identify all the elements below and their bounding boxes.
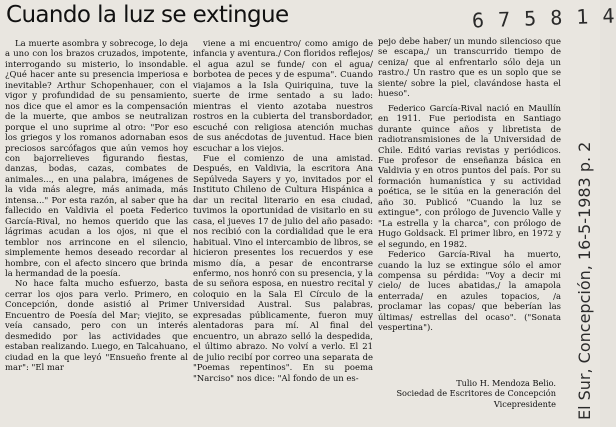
paragraph: Fue el comienzo de una amistad. Después, en Valdivia, la escritora Ana Sepúlveda Sayers y yo, invitados por el Instituto Chileno de Cultura Hispánica a dar un recital literario en esa ciudad, tuvimos la oportunidad de visitarlo en su casa, el jueves 17 de julio del año pasado: nos recibió con la cordialidad que le era habitual. Vino el intercambio de libros, se hicieron presentes los recuerdos y ese mismo día, a pesar de encontrarse enfermo, nos honró con su presencia, y la de su señora esposa, en nuestro recital y coloquio en la Sala El Círculo de la Universidad Austral. Sus palabras, expresadas públicamente, fueron muy alentadoras para mí. Al final del encuentro, un abrazo selló la despedida, el último abrazo. No volví a verlo. El 21 de julio recibí por correo una separata de "Poemas repentinos". En su poema "Narciso" nos dice: "Al fondo de un es-	[193, 152, 373, 383]
paragraph: Federico García-Rival nació en Maullín en 1911. Fue periodista en Santiago durante quince años y libretista de radiotransmisiones de la Universidad de Chile. Editó varias revistas y periódicos. Fue profesor de enseñanza básica en Valdivia y en otros puntos del país. Por su formación humanística y su actividad poética, se le sitúa en la generación del año 30. Publicó "Cuando la luz se extingue", con prólogo de Juvencio Valle y "La estrella y la charca", con prólogo de Hugo Goldsack. El primer libro, en 1972 y el segundo, en 1982.	[378, 102, 561, 249]
paragraph: La muerte asombra y sobrecoge, lo deja a uno con los brazos cruzados, impotente, interrogando su misterio, lo insondable. ¿Qué hacer ante su presencia imperiosa e inevitable? Arthur Schopenhauer, con el vigor y profundidad de su pensamiento, nos dice que el amor es la compensación de la muerte, que ambos se neutralizan porque el uno suprime al otro: "Por eso los griegos y los romanos adornaban esos preciosos sarcófagos que aún vemos hoy con bajorrelieves figurando fiestas, danzas, bodas, cazas, combates de animales..., en una palabra, imágenes de la vida más alegre, más animada, más intensa..." Por esta razón, al saber que ha fallecido en Valdivia el poeta Federico García-Rival, no hemos querido que las lágrimas acudan a los ojos, ni que el temblor nos arrincone en el silencio, simplemente hemos deseado recordar al hombre, con el afecto sincero que brinda la hermandad de la poesía.	[5, 38, 188, 278]
author-name: Tulio H. Mendoza Belio.	[456, 378, 556, 388]
paragraph: No hace falta mucho esfuerzo, basta cerrar los ojos para verlo. Primero, en Concepción, donde asistió al Primer Encuentro de Poesía del Mar; viejito, se veía cansado, pero con un interés desmedido por las actividades que estaban realizando. Luego, en Talcahuano, ciudad en la que leyó "Ensueño frente al mar": "El mar	[5, 278, 188, 373]
paragraph: Federico García-Rival ha muerto, cuando la luz se extingue sólo el amor compensa su pérdida: "Voy a decir mi cielo/ de luces abatidas,/ la amapola enterrada/ en azules topacios, /a proclamar las copas/ que beberían las últimas/ estrellas del ocaso". ("Sonata vespertina").	[378, 249, 561, 333]
article-column-1	[5, 38, 188, 426]
author-signature	[378, 378, 556, 409]
article-headline: Cuando la luz se extingue	[6, 2, 289, 28]
article-column-3	[378, 36, 561, 424]
author-role: Vicepresidente	[493, 398, 556, 409]
author-organization: Sociedad de Escritores de Concepción	[396, 388, 556, 399]
handwritten-source-text: El Sur, Concepción, 16-5-1983 p. 2	[575, 141, 594, 420]
poem-continuation	[378, 36, 561, 99]
article-column-2	[193, 38, 373, 426]
paragraph: viene a mi encuentro/ como amigo de infancia y aventura./ Con floridos reflejos/ el agua azul se funde/ con el agua/ borbotea de peces y de espuma". Cuando viajamos a la Isla Quiriquina, tuve la suerte de irme sentado a su lado: mientras el viento azotaba nuestros rostros en la cubierta del transbordador, escuché con religiosa atención muchas de sus anécdotas de juventud. Hace bien escuchar a los viejos.	[193, 38, 373, 153]
paragraph: pejo debe haber/ un mundo silencioso que se escapa,/ un transcurrido tiempo de ceniza/ que al enfrentarlo sólo deja un rastro./ Un rastro que es un soplo que se siente/ sobre la piel, clavándose hasta el hueso".	[378, 36, 561, 99]
handwritten-archive-code: 6 7 5 8 1 4	[471, 3, 616, 33]
handwritten-source-note	[568, 140, 598, 420]
